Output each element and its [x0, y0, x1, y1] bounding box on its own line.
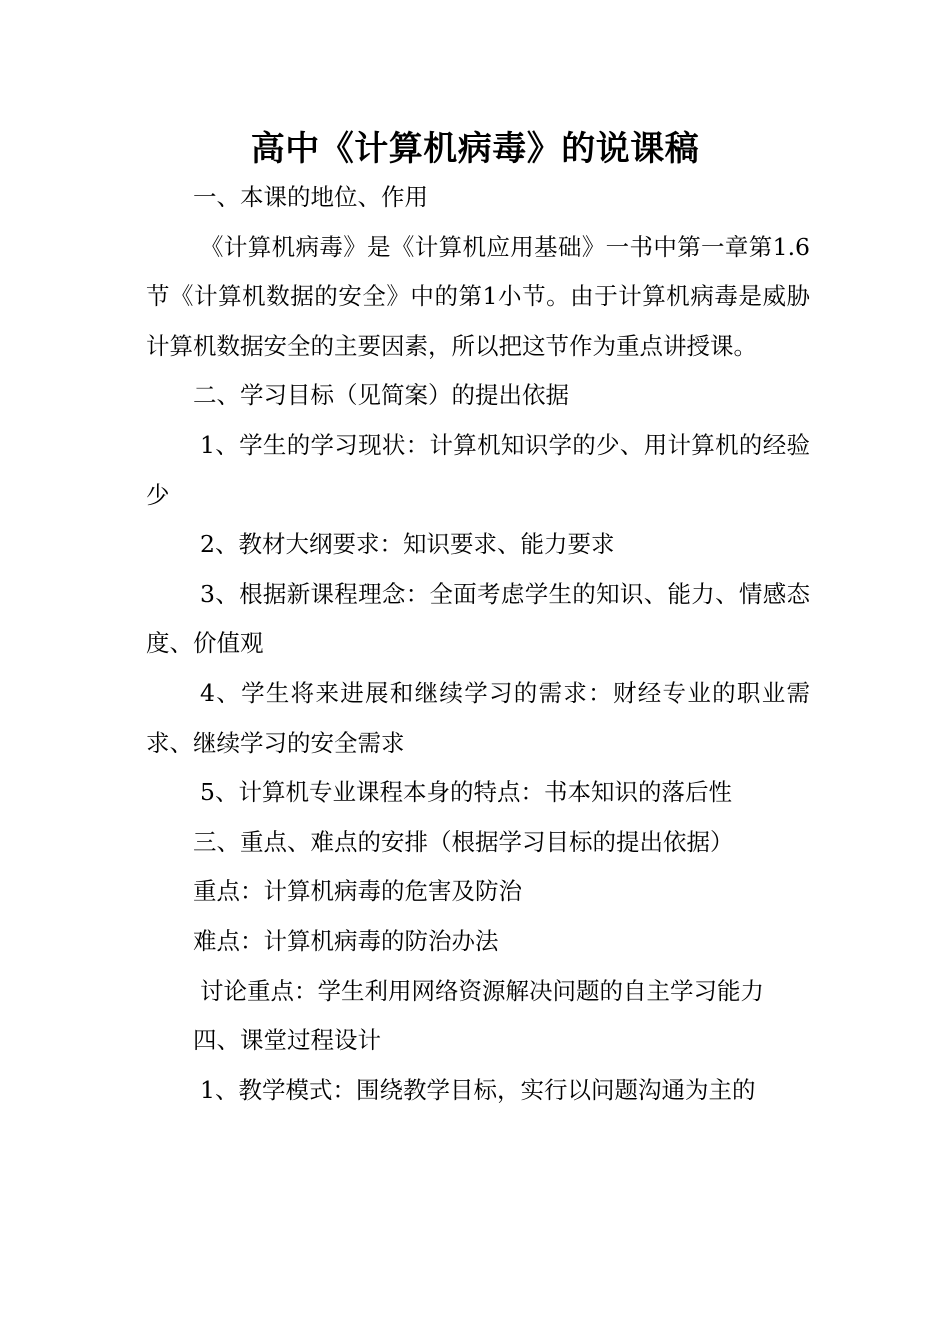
document-body	[146, 173, 810, 1115]
section-heading-objectives: 二、学习目标（见简案）的提出依据	[193, 381, 569, 410]
section-heading-position: 一、本课的地位、作用	[193, 183, 428, 211]
section-heading-process: 四、课堂过程设计	[193, 1026, 381, 1055]
key-point: 重点：计算机病毒的危害及防治	[193, 877, 522, 906]
difficult-point: 难点：计算机病毒的防治办法	[193, 926, 499, 955]
list-item-teaching-mode: 1、教学模式：围绕教学目标，实行以问题沟通为主的	[200, 1075, 756, 1104]
paragraph-course-position: 《计算机病毒》是《计算机应用基础》一书中第一章第1.6节《计算机数据的安全》中的第1小节。由于计算机病毒是威胁计算机数据安全的主要因素，所以把这节作为重点讲授课。	[146, 232, 810, 360]
section-heading-key-points: 三、重点、难点的安排（根据学习目标的提出依据）	[193, 827, 734, 856]
list-item-basis-3: 3、根据新课程理念：全面考虑学生的知识、能力、情感态度、价值观	[146, 579, 810, 658]
document-title: 高中《计算机病毒》的说课稿	[250, 129, 700, 169]
list-item-basis-1: 1、学生的学习现状：计算机知识学的少、用计算机的经验少	[146, 430, 810, 509]
list-item-basis-4: 4、学生将来进展和继续学习的需求：财经专业的职业需求、继续学习的安全需求	[146, 678, 810, 757]
list-item-basis-2: 2、教材大纲要求：知识要求、能力要求	[200, 530, 615, 559]
discussion-point: 讨论重点：学生利用网络资源解决问题的自主学习能力	[200, 976, 765, 1005]
list-item-basis-5: 5、计算机专业课程本身的特点：书本知识的落后性	[200, 778, 732, 807]
